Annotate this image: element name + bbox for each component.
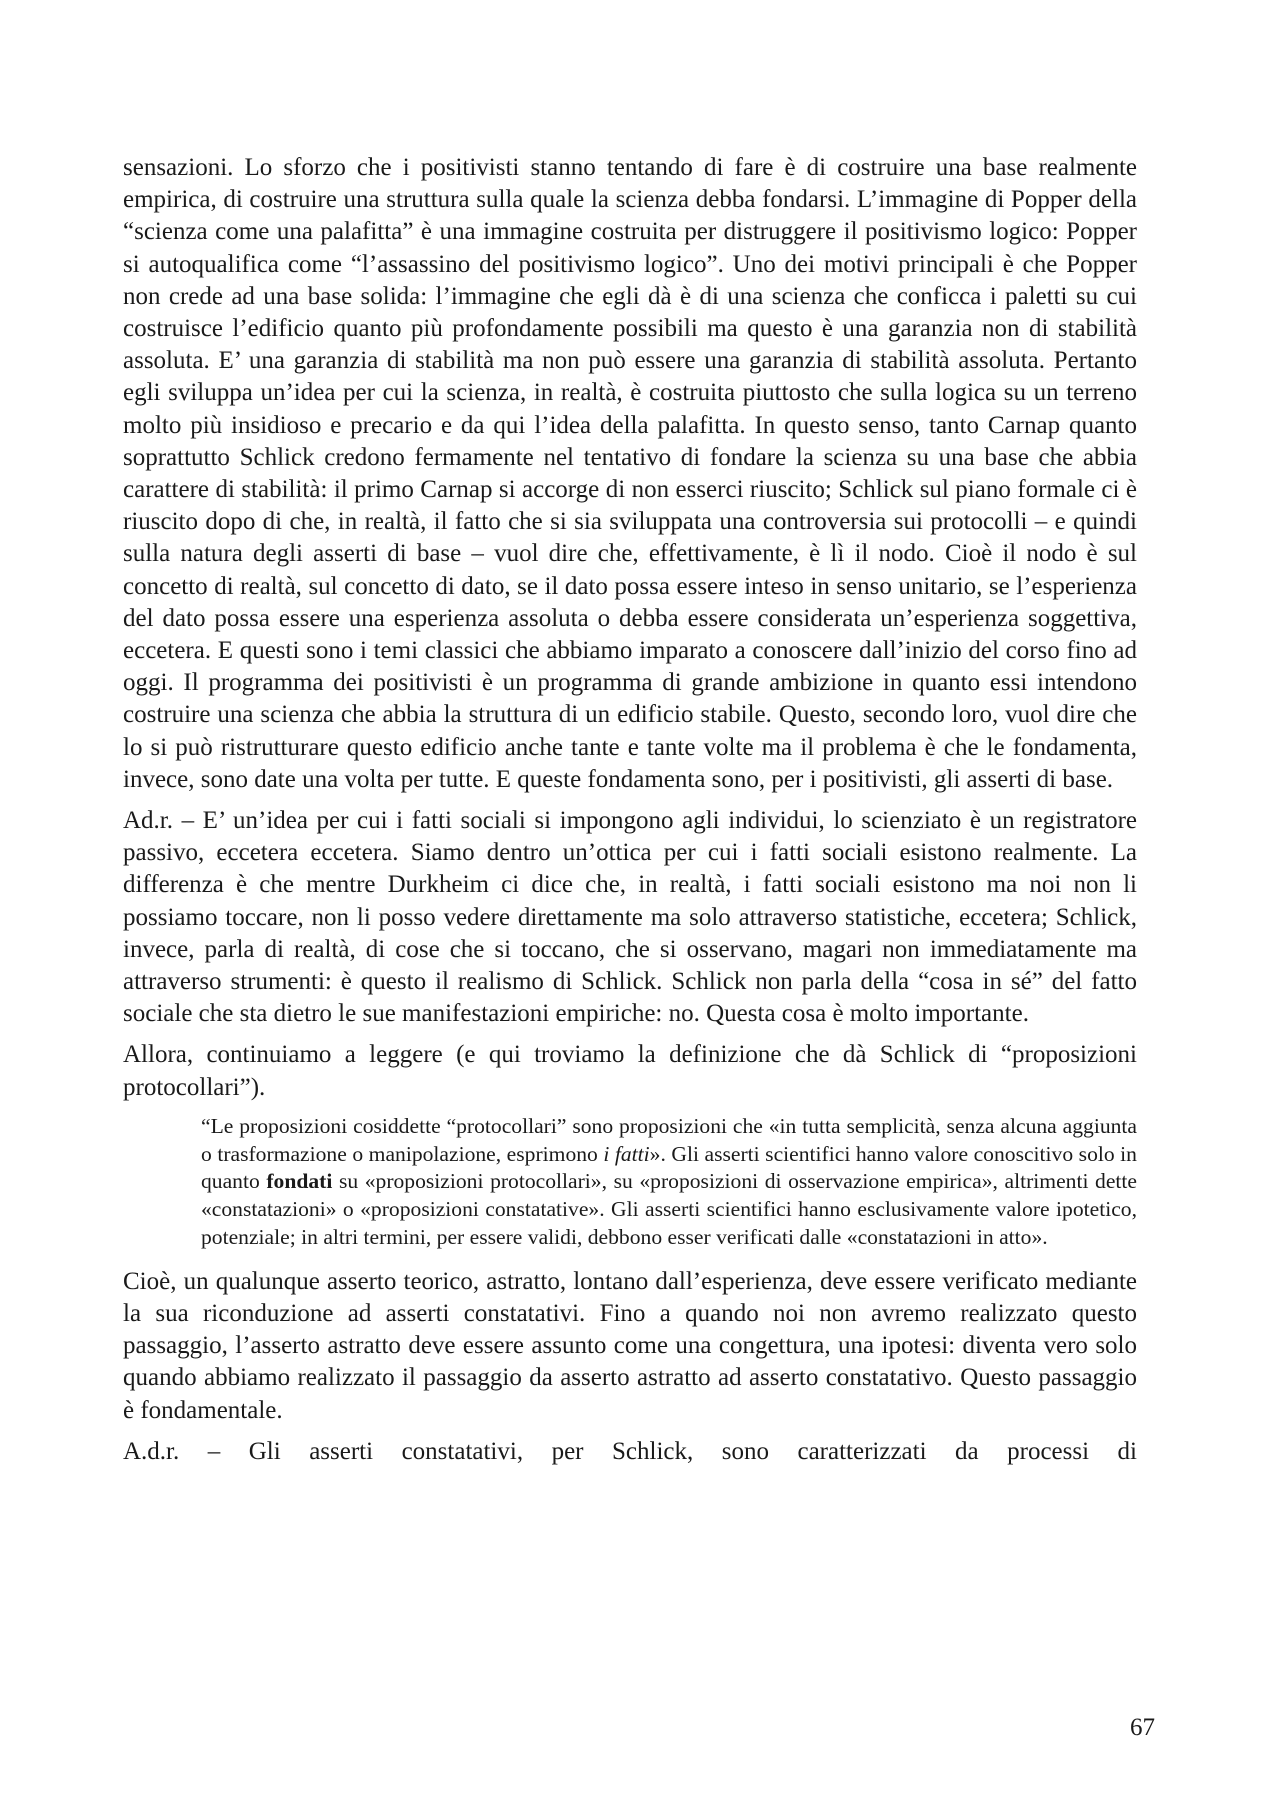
block-quote-proposizioni-protocollari — [201, 1113, 1137, 1252]
page-number: 67 — [1130, 1714, 1155, 1741]
quote-italic: i fatti — [603, 1141, 650, 1166]
paragraph-popper-palafitta: sensazioni. Lo sforzo che i positivisti stanno tentando di fare è di costruire una base realmente empirica, di costruire una struttura sulla quale la scienza debba fondarsi. L’immagine di Popper della “scienza come una palafitta” è una immagine costruita per distruggere il positivismo logico: Popper si autoqualifica come “l’assassino del positivismo logico”. Uno dei motivi principali è che Popper non crede ad una base solida: l’immagine che egli dà è di una scienza che conficca i paletti su cui costruisce l’edificio quanto più profondamente possibili ma questo è una garanzia non di stabilità assoluta. E’ una garanzia di stabilità ma non può essere una garanzia di stabilità assoluta. Pertanto egli sviluppa un’idea per cui la scienza, in realtà, è costruita piuttosto che sulla logica su un terreno molto più insidioso e precario e da qui l’idea della palafitta. In questo senso, tanto Carnap quanto soprattutto Schlick credono fermamente nel tentativo di fondare la scienza su una base che abbia carattere di stabilità: il primo Carnap si accorge di non esserci riuscito; Schlick sul piano formale ci è riuscito dopo di che, in realtà, il fatto che si sia sviluppata una controversia sui protocolli – e quindi sulla natura degli asserti di base – vuol dire che, effettivamente, è lì il nodo. Cioè il nodo è sul concetto di realtà, sul concetto di dato, se il dato possa essere inteso in senso unitario, se l’esperienza del dato possa essere una esperienza assoluta o debba essere considerata un’esperienza soggettiva, eccetera. E questi sono i temi classici che abbiamo imparato a conoscere dall’inizio del corso fino ad oggi. Il programma dei positivisti è un programma di grande ambizione in quanto essi intendono costruire una scienza che abbia la struttura di un edificio stabile. Questo, secondo loro, vuol dire che lo si può ristrutturare questo edificio anche tante e tante volte ma il problema è che le fondamenta, invece, sono date una volta per tutte. E queste fondamenta sono, per i positivisti, gli asserti di base. — [123, 154, 1137, 793]
paragraph-adr-durkheim: Ad.r. – E’ un’idea per cui i fatti sociali si impongono agli individui, lo scienziato è un registratore passivo, eccetera eccetera. Siamo dentro un’ottica per cui i fatti sociali esistono realmente. La differenza è che mentre Durkheim ci dice che, in realtà, i fatti sociali esistono ma noi non li possiamo toccare, non li posso vedere direttamente ma solo attraverso statistiche, eccetera; Schlick, invece, parla di realtà, di cose che si toccano, che si osservano, magari non immediatamente ma attraverso strumenti: è questo il realismo di Schlick. Schlick non parla della “cosa in sé” del fatto sociale che sta dietro le sue manifestazioni empiriche: no. Questa cosa è molto importante. — [123, 807, 1137, 1028]
paragraph-continuiamo: Allora, continuiamo a leggere (e qui troviamo la definizione che dà Schlick di “proposizioni protocollari”). — [123, 1041, 1137, 1101]
document-page — [123, 152, 1137, 1477]
quote-text-2: ». Gli asserti scientifici hanno valore conoscitivo solo in quanto — [201, 1141, 1137, 1194]
quote-text-1: “Le proposizioni cosiddette “protocollari” sono proposizioni che «in tutta semplicità, senza alcuna aggiunta o trasformazione o manipolazione, esprimono — [201, 1113, 1137, 1166]
paragraph-adr-asserti-constatativi: A.d.r. – Gli asserti constatativi, per Schlick, sono caratterizzati da processi di — [123, 1437, 1137, 1465]
quote-text-3: su «proposizioni protocollari», su «proposizioni di osservazione empirica», altrimenti dette «constatazioni» o «proposizioni constatative». Gli asserti scientifici hanno esclusivamente valore ipotetico, potenziale; in altri termini, per essere validi, debbono esser verificati dalle «constatazioni in atto». — [201, 1169, 1137, 1250]
paragraph-asserto-teorico: Cioè, un qualunque asserto teorico, astratto, lontano dall’esperienza, deve essere verificato mediante la sua riconduzione ad asserti constatativi. Fino a quando noi non avremo realizzato questo passaggio, l’asserto astratto deve essere assunto come una congettura, una ipotesi: diventa vero solo quando abbiamo realizzato il passaggio da asserto astratto ad asserto constatativo. Questo passaggio è fondamentale. — [123, 1267, 1137, 1424]
quote-bold: fondati — [266, 1169, 333, 1194]
